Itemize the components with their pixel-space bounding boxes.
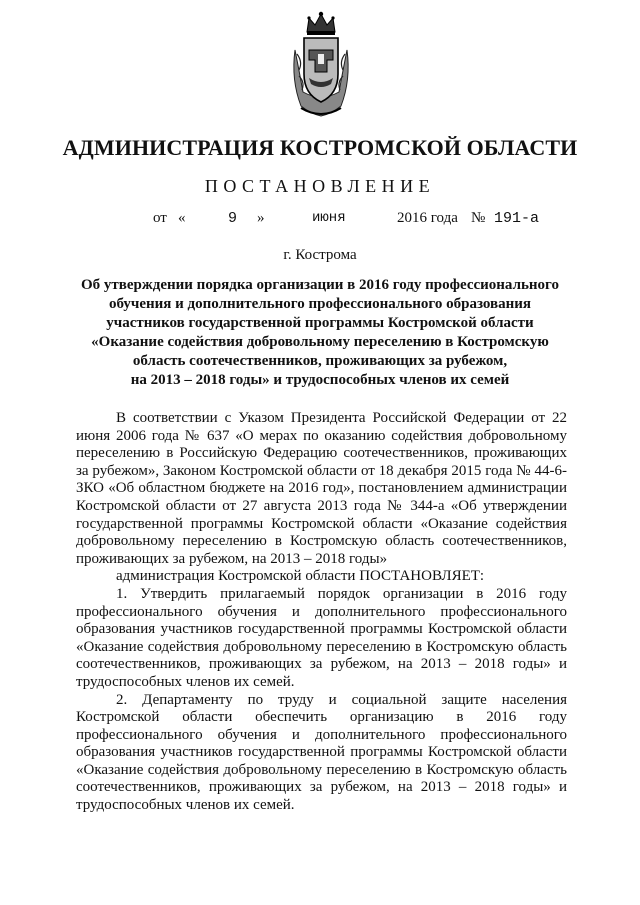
kostroma-coat-of-arms-icon bbox=[287, 10, 355, 120]
date-month: июня bbox=[312, 210, 346, 226]
preamble-paragraph: В соответствии с Указом Президента Российской Федерации от 22 июня 2006 года № 637 «О мерах по оказанию содействия добровольному переселению в Российскую Федерацию соотечественников, проживающих за рубежом», Законом Костромской области от 18 декабря 2015 года № 44-6-ЗКО «Об областном бюджете на 2016 год», постановлением администрации Костромской области от 27 августа 2013 года № 344-а «Об утверждении государственной программы Костромской области «Оказание содействия добровольному переселению в Костромскую область соотечественников, проживающих за рубежом, на 2013 – 2018 годы» bbox=[76, 410, 567, 567]
agency-name: АДМИНИСТРАЦИЯ КОСТРОМСКОЙ ОБЛАСТИ bbox=[62, 135, 578, 160]
date-close-quote: » bbox=[257, 210, 265, 226]
document-type: ПОСТАНОВЛЕНИЕ bbox=[204, 176, 436, 196]
title-line: на 2013 – 2018 годы» и трудоспособных членов их семей bbox=[130, 372, 510, 388]
item-1-paragraph: 1. Утвердить прилагаемый порядок организации в 2016 году профессионального обучения и дополнительного профессионального образования участников государственной программы Костромской области «Оказание содействия добровольному переселению в Костромскую область соотечественников, проживающих за рубежом, на 2013 – 2018 годы» и трудоспособных членов их семей. bbox=[76, 585, 567, 690]
title-line: «Оказание содействия добровольному переселению в Костромскую bbox=[91, 334, 549, 350]
date-open-quote: « bbox=[178, 210, 186, 226]
document-number: 191-а bbox=[494, 210, 540, 227]
document-body bbox=[76, 410, 567, 815]
document-number-sign: № bbox=[471, 210, 486, 226]
resolution-clause: администрация Костромской области ПОСТАНОВЛЯЕТ: bbox=[116, 568, 485, 585]
title-line: обучения и дополнительного профессионального образования bbox=[108, 296, 532, 312]
date-prefix: от bbox=[153, 210, 167, 226]
title-line: область соотечественников, проживающих за рубежом, bbox=[132, 353, 508, 369]
item-2-paragraph: 2. Департаменту по труду и социальной защите населения Костромской области обеспечить организацию в 2016 году профессионального обучения и дополнительного профессионального образования участников государственной программы Костромской области «Оказание содействия добровольному переселению в Костромскую область соотечественников, проживающих за рубежом, на 2013 – 2018 годы» и трудоспособных членов их семей. bbox=[76, 691, 567, 814]
title-line: Об утверждении порядка организации в 2016 году профессионального bbox=[81, 277, 559, 293]
city: г. Кострома bbox=[283, 247, 357, 263]
document-title bbox=[60, 276, 580, 390]
title-line: участников государственной программы Костромской области bbox=[106, 315, 534, 331]
date-day: 9 bbox=[228, 210, 238, 227]
date-year: 2016 года bbox=[397, 210, 458, 226]
